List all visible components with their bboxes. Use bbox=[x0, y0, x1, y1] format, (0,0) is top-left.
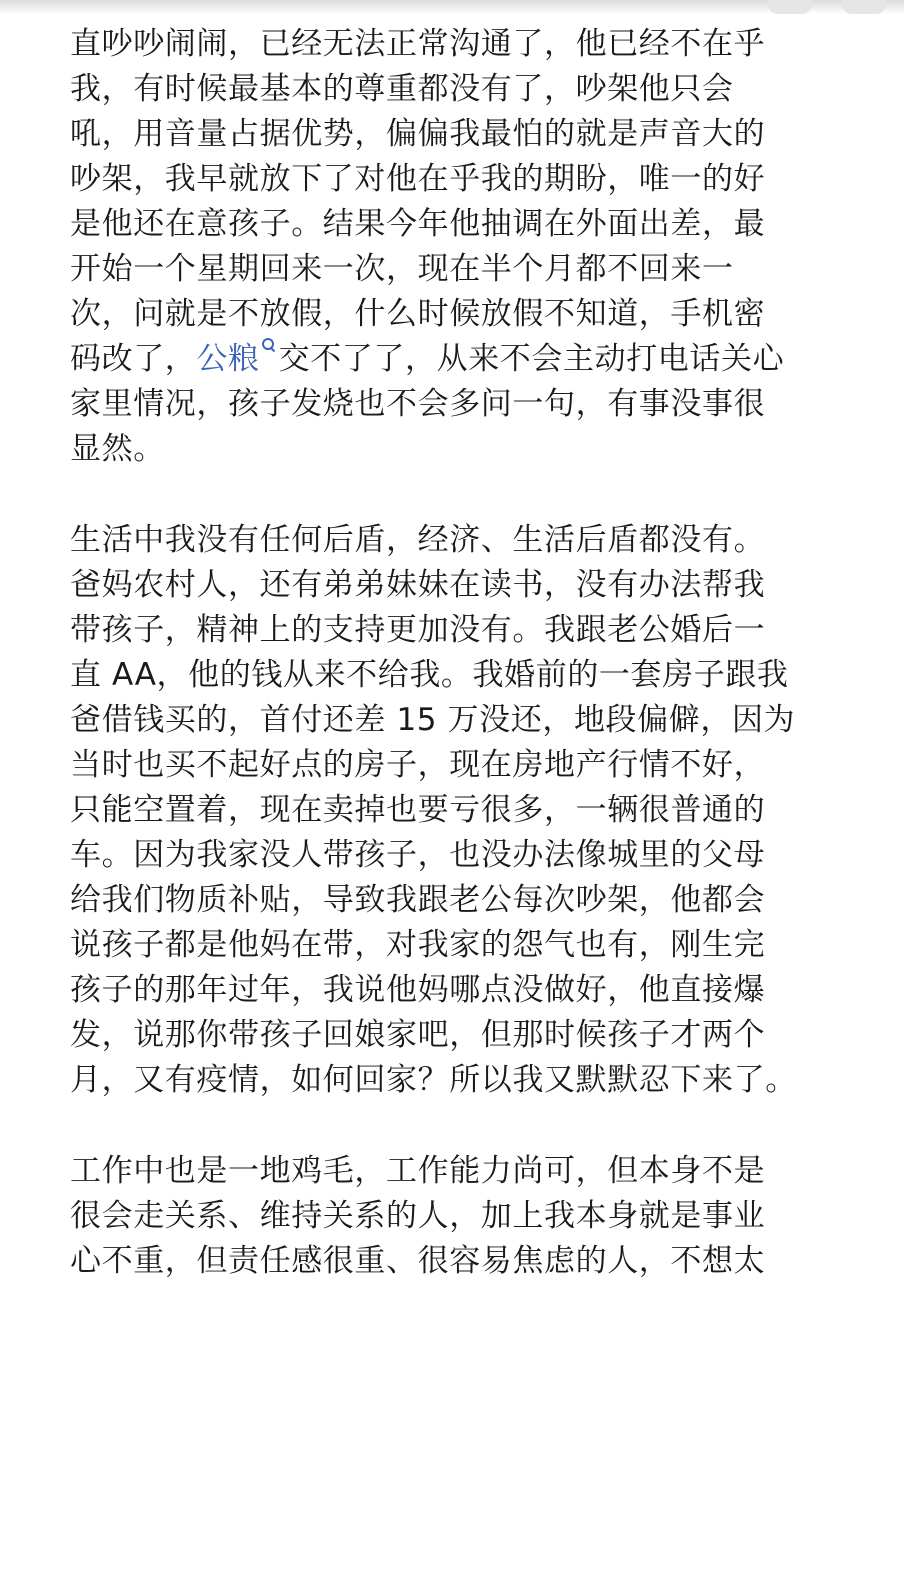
paragraph-marriage bbox=[70, 22, 870, 472]
text-line: 生活中我没有任何后盾，经济、生活后盾都没有。 bbox=[70, 522, 766, 558]
search-icon[interactable] bbox=[262, 338, 275, 351]
article-body bbox=[70, 22, 870, 1330]
text-line: 吼，用音量占据优势，偏偏我最怕的就是声音大的 bbox=[70, 116, 766, 152]
text-line: 说孩子都是他妈在带，对我家的怨气也有，刚生完 bbox=[70, 927, 766, 963]
text-line: 工作中也是一地鸡毛，工作能力尚可，但本身不是 bbox=[70, 1153, 766, 1189]
text-line: 吵架，我早就放下了对他在乎我的期盼，唯一的好 bbox=[70, 161, 766, 197]
text-line: 次，问就是不放假，什么时候放假不知道，手机密 bbox=[70, 296, 766, 332]
text-segment: 码改了， bbox=[70, 341, 197, 377]
paragraph-life-support bbox=[70, 518, 870, 1103]
text-line: 家里情况，孩子发烧也不会多问一句，有事没事很 bbox=[70, 386, 766, 422]
text-line: 开始一个星期回来一次，现在半个月都不回来一 bbox=[70, 251, 734, 287]
text-line: 是他还在意孩子。结果今年他抽调在外面出差，最 bbox=[70, 206, 766, 242]
top-toolbar bbox=[768, 0, 886, 14]
text-line: 发，说那你带孩子回娘家吧，但那时候孩子才两个 bbox=[70, 1017, 766, 1053]
text-line: 带孩子，精神上的支持更加没有。我跟老公婚后一 bbox=[70, 612, 766, 648]
text-line: 给我们物质补贴，导致我跟老公每次吵架，他都会 bbox=[70, 882, 766, 918]
text-line: 我，有时候最基本的尊重都没有了，吵架他只会 bbox=[70, 71, 734, 107]
text-line: 直吵吵闹闹，已经无法正常沟通了，他已经不在乎 bbox=[70, 26, 766, 62]
toolbar-button-left[interactable] bbox=[768, 0, 812, 14]
text-line: 爸借钱买的，首付还差 15 万没还，地段偏僻，因为 bbox=[70, 702, 796, 738]
text-line: 显然。 bbox=[70, 431, 165, 467]
text-line: 直 AA，他的钱从来不给我。我婚前的一套房子跟我 bbox=[70, 657, 789, 693]
text-line: 爸妈农村人，还有弟弟妹妹在读书，没有办法帮我 bbox=[70, 567, 766, 603]
paragraph-work bbox=[70, 1149, 870, 1284]
text-line: 月，又有疫情，如何回家？所以我又默默忍下来了。 bbox=[70, 1062, 797, 1098]
text-line: 很会走关系、维持关系的人，加上我本身就是事业 bbox=[70, 1198, 766, 1234]
text-line: 只能空置着，现在卖掉也要亏很多，一辆很普通的 bbox=[70, 792, 766, 828]
text-line: 心不重，但责任感很重、很容易焦虑的人，不想太 bbox=[70, 1243, 766, 1279]
text-line-with-link bbox=[70, 337, 870, 382]
text-line: 孩子的那年过年，我说他妈哪点没做好，他直接爆 bbox=[70, 972, 766, 1008]
keyword-search-link[interactable]: 公粮 bbox=[196, 341, 260, 377]
text-line: 当时也买不起好点的房子，现在房地产行情不好， bbox=[70, 747, 766, 783]
toolbar-button-right[interactable] bbox=[842, 0, 886, 14]
text-line: 车。因为我家没人带孩子，也没办法像城里的父母 bbox=[70, 837, 766, 873]
text-segment: 交不了了，从来不会主动打电话关心 bbox=[278, 341, 785, 377]
